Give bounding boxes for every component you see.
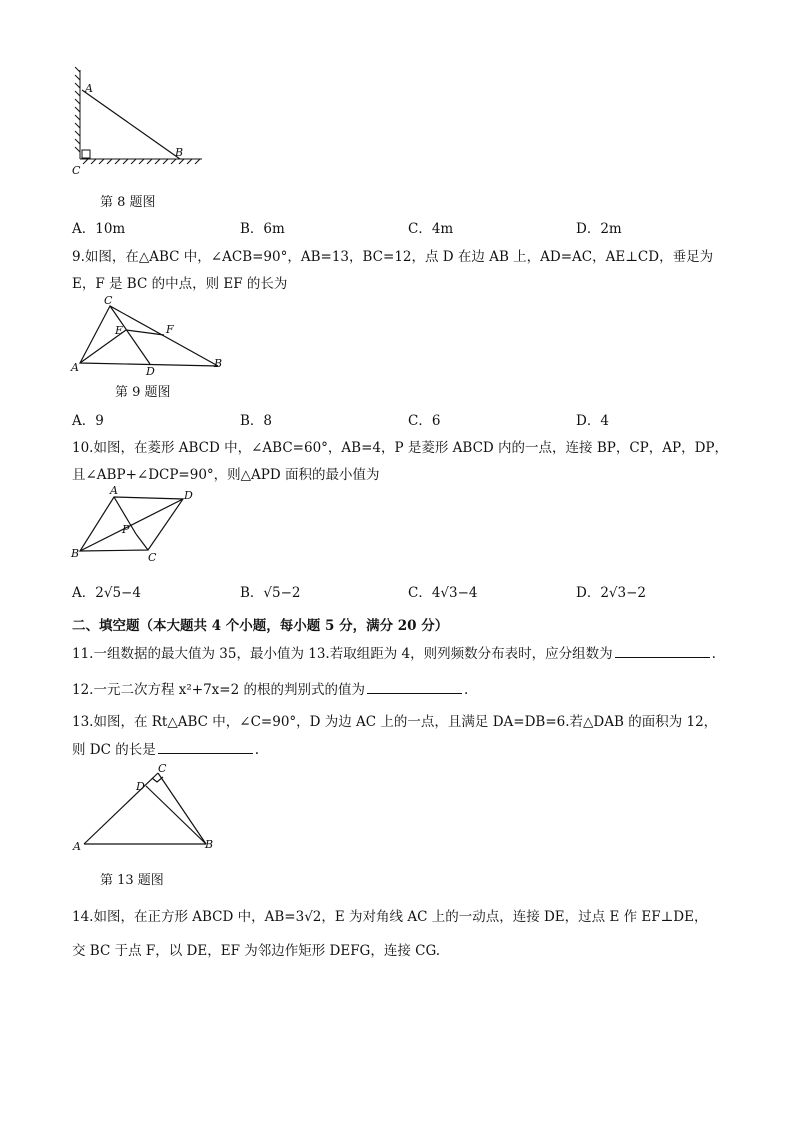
q12-end: . xyxy=(464,682,469,698)
q12-text: 12.一元二次方程 x²+7x=2 的根的判别式的值为 xyxy=(72,682,365,698)
figure-9 xyxy=(68,293,228,378)
q9-option-b: B．8 xyxy=(240,413,273,429)
figure-9-caption: 第 9 题图 xyxy=(115,385,171,400)
segment-cb xyxy=(158,773,206,844)
q13-line2 xyxy=(72,738,259,758)
q10-option-b: B．√5−2 xyxy=(240,585,301,601)
triangle-abc xyxy=(80,306,218,366)
label-d: D xyxy=(136,780,145,793)
q13-answer-blank xyxy=(158,741,253,754)
q8-option-a: A．10m xyxy=(72,221,126,237)
q12 xyxy=(72,678,468,698)
q13-end: . xyxy=(254,742,260,758)
ladder-ab xyxy=(82,90,180,159)
q8-option-b: B．6m xyxy=(240,221,285,237)
label-b: B xyxy=(214,357,223,370)
figure-8-caption: 第 8 题图 xyxy=(100,195,156,210)
section-title: 二、填空题（本大题共 4 个小题，每小题 5 分，满分 20 分） xyxy=(72,618,449,634)
label-p: P xyxy=(122,523,130,536)
q9-option-c: C．6 xyxy=(408,413,441,429)
label-c: C xyxy=(148,551,157,564)
segment-db xyxy=(146,786,206,844)
figure-13 xyxy=(68,764,223,856)
q10-option-d: D．2√3−2 xyxy=(576,585,647,601)
q13-line1: 13.如图，在 Rt△ABC 中，∠C=90°，D 为边 AC 上的一点，且满足 DA=DB=6.若△DAB 的面积为 12， xyxy=(72,714,718,730)
label-b: B xyxy=(175,146,184,159)
q11-text: 11.一组数据的最大值为 35，最小值为 13.若取组距为 4，则列频数分布表时，应分组数为 xyxy=(72,646,613,662)
segment-ac xyxy=(84,773,158,844)
q9-line2: E，F 是 BC 的中点，则 EF 的长为 xyxy=(72,276,288,292)
q13-text: 则 DC 的长是 xyxy=(72,742,156,758)
label-c: C xyxy=(158,764,167,775)
label-d: D xyxy=(146,365,155,378)
q14-line2: 交 BC 于点 F，以 DE，EF 为邻边作矩形 DEFG，连接 CG. xyxy=(72,943,441,959)
segment-cp xyxy=(136,534,148,550)
q11-end: . xyxy=(711,646,716,662)
q10-option-a: A．2√5−4 xyxy=(72,585,141,601)
q11 xyxy=(72,642,716,662)
ground-hatching xyxy=(80,159,202,164)
label-e: E xyxy=(115,324,124,337)
label-a: A xyxy=(85,82,93,95)
label-a: A xyxy=(110,485,118,497)
label-c: C xyxy=(104,294,113,307)
q8-option-c: C．4m xyxy=(408,221,454,237)
label-b: B xyxy=(205,838,214,851)
q8-option-d: D．2m xyxy=(576,221,622,237)
q9-option-a: A．9 xyxy=(72,413,104,429)
q9-line1: 9.如图，在△ABC 中，∠ACB=90°，AB=13，BC=12，点 D 在边 AB 上，AD=AC，AE⊥CD，垂足为 xyxy=(72,249,714,265)
diagonal-bd xyxy=(80,499,183,551)
q10-line2: 且∠ABP+∠DCP=90°，则△APD 面积的最小值为 xyxy=(72,467,380,483)
q9-option-d: D．4 xyxy=(576,413,609,429)
figure-13-caption: 第 13 题图 xyxy=(100,873,164,888)
label-a: A xyxy=(73,840,81,853)
figure-8 xyxy=(68,62,208,177)
label-c: C xyxy=(72,164,81,177)
label-a: A xyxy=(71,361,79,374)
figure-10 xyxy=(68,485,198,565)
q10-line1: 10.如图，在菱形 ABCD 中，∠ABC=60°，AB=4，P 是菱形 ABCD 内的一点，连接 BP，CP，AP，DP， xyxy=(72,440,728,456)
q14-line1: 14.如图，在正方形 ABCD 中，AB=3√2，E 为对角线 AC 上的一动点，连接 DE，过点 E 作 EF⊥DE， xyxy=(72,909,708,925)
label-b: B xyxy=(71,547,80,560)
q12-answer-blank xyxy=(367,681,462,694)
q10-option-c: C．4√3−4 xyxy=(408,585,478,601)
right-angle-mark xyxy=(82,150,90,158)
label-f: F xyxy=(166,323,174,336)
q11-answer-blank xyxy=(615,645,710,658)
label-d: D xyxy=(184,489,193,502)
wall-hatching xyxy=(75,67,80,159)
